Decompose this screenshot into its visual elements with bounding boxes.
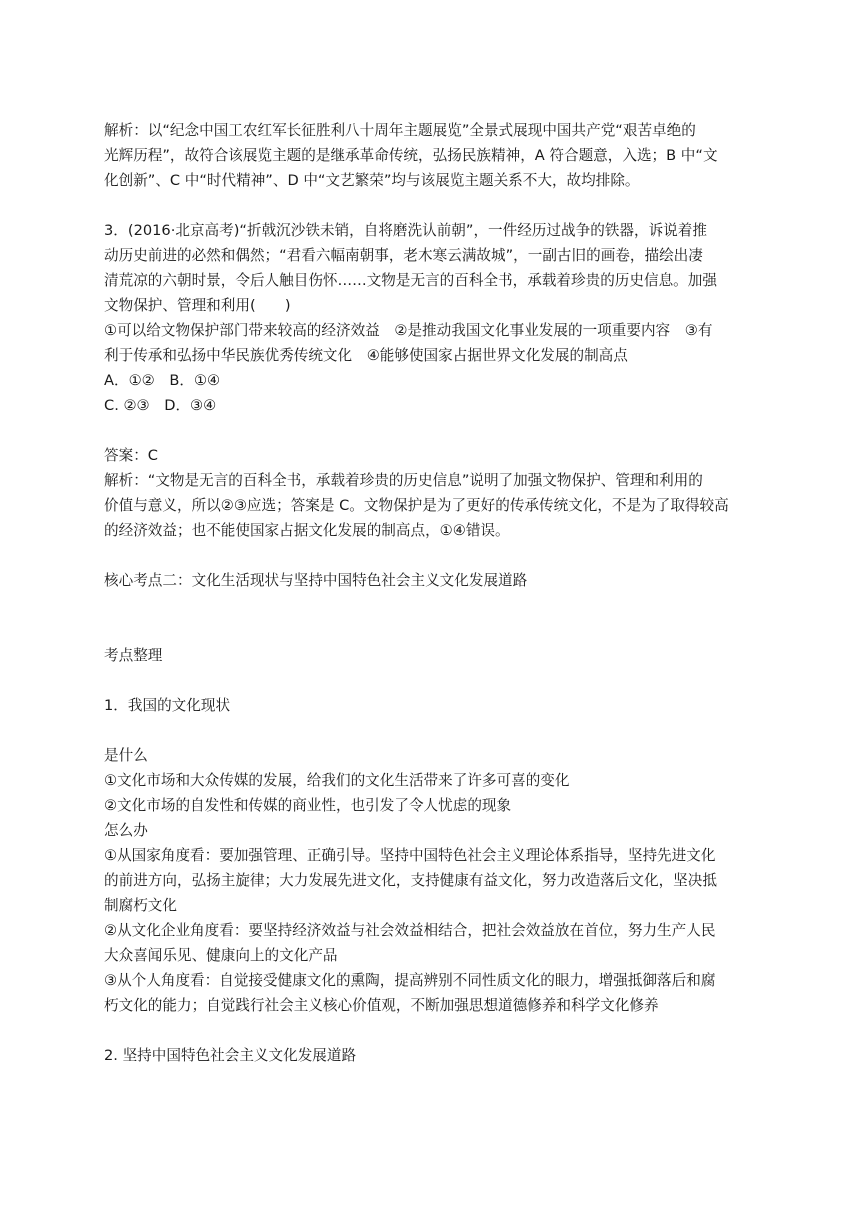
how-label: 怎么办 [104, 822, 148, 839]
analysis-line: 的经济效益；也不能使国家占据文化发展的制高点，①④错误。 [104, 522, 510, 539]
analysis-line: 光辉历程”，故符合该展览主题的是继承革命传统，弘扬民族精神，A 符合题意，入选；B 中“文 [104, 147, 718, 164]
spacer [104, 543, 760, 568]
analysis-line: 解析：“文物是无言的百科全书，承载着珍贵的历史信息”说明了加强文物保护、管理和利用的 [104, 472, 703, 489]
answer-line: 答案：C [104, 447, 158, 464]
analysis-line: 化创新”、C 中“时代精神”、D 中“文艺繁荣”均与该展览主题关系不大，故均排除。 [104, 172, 640, 189]
analysis-block-1 [104, 118, 760, 193]
analysis-line: 解析：以“纪念中国工农红军长征胜利八十周年主题展览”全景式展现中国共产党“艰苦卓绝的 [104, 122, 696, 139]
how-item: 朽文化的能力；自觉践行社会主义核心价值观，不断加强思想道德修养和科学文化修养 [104, 997, 659, 1014]
question-line: 动历史前进的必然和偶然；“君看六幅南朝事，老木寒云满故城”，一副古旧的画卷，描绘出凄 [104, 247, 703, 264]
spacer [104, 1018, 760, 1043]
point-1-body [104, 743, 760, 1018]
what-item: ①文化市场和大众传媒的发展，给我们的文化生活带来了许多可喜的变化 [104, 772, 570, 789]
how-item: ③从个人角度看：自觉接受健康文化的熏陶，提高辨别不同性质文化的眼力，增强抵御落后和腐 [104, 972, 716, 989]
what-item: ②文化市场的自发性和传媒的商业性，也引发了令人忧虑的现象 [104, 797, 512, 814]
point-title: 1．我国的文化现状 [104, 697, 231, 714]
option-line: C. ②③ D．③④ [104, 397, 217, 414]
question-line: 3．(2016·北京高考)“折戟沉沙铁未销，自将磨洗认前朝”，一件经历过战争的铁器，诉说着推 [104, 222, 707, 239]
spacer [104, 593, 760, 643]
spacer [104, 418, 760, 443]
option-line: A．①② B．①④ [104, 372, 221, 389]
question-line: 清荒凉的六朝时景，令后人触目伤怀……文物是无言的百科全书，承载着珍贵的历史信息。加强 [104, 272, 717, 289]
how-item: 的前进方向，弘扬主旋律；大力发展先进文化，支持健康有益文化，努力改造落后文化，坚决抵 [104, 872, 717, 889]
how-item: 大众喜闻乐见、健康向上的文化产品 [104, 947, 338, 964]
section-heading: 核心考点二：文化生活现状与坚持中国特色社会主义文化发展道路 [104, 572, 528, 589]
what-label: 是什么 [104, 747, 148, 764]
how-item: ②从文化企业角度看：要坚持经济效益与社会效益相结合，把社会效益放在首位，努力生产人民 [104, 922, 716, 939]
point-title: 2. 坚持中国特色社会主义文化发展道路 [104, 1047, 357, 1064]
analysis-line: 价值与意义，所以②③应选；答案是 C。文物保护是为了更好的传承传统文化，不是为了取得较高 [104, 497, 729, 514]
question-3 [104, 218, 760, 418]
question-line: 利于传承和弘扬中华民族优秀传统文化 ④能够使国家占据世界文化发展的制高点 [104, 347, 628, 364]
analysis-block-3 [104, 468, 760, 543]
spacer [104, 718, 760, 743]
spacer [104, 668, 760, 693]
question-line: 文物保护、管理和利用( ) [104, 297, 291, 314]
how-item: 制腐朽文化 [104, 897, 177, 914]
how-item: ①从国家角度看：要加强管理、正确引导。坚持中国特色社会主义理论体系指导，坚持先进文化 [104, 847, 716, 864]
subheading: 考点整理 [104, 647, 163, 664]
spacer [104, 193, 760, 218]
question-line: ①可以给文物保护部门带来较高的经济效益 ②是推动我国文化事业发展的一项重要内容 ③有 [104, 322, 713, 339]
document-page [104, 118, 760, 1068]
